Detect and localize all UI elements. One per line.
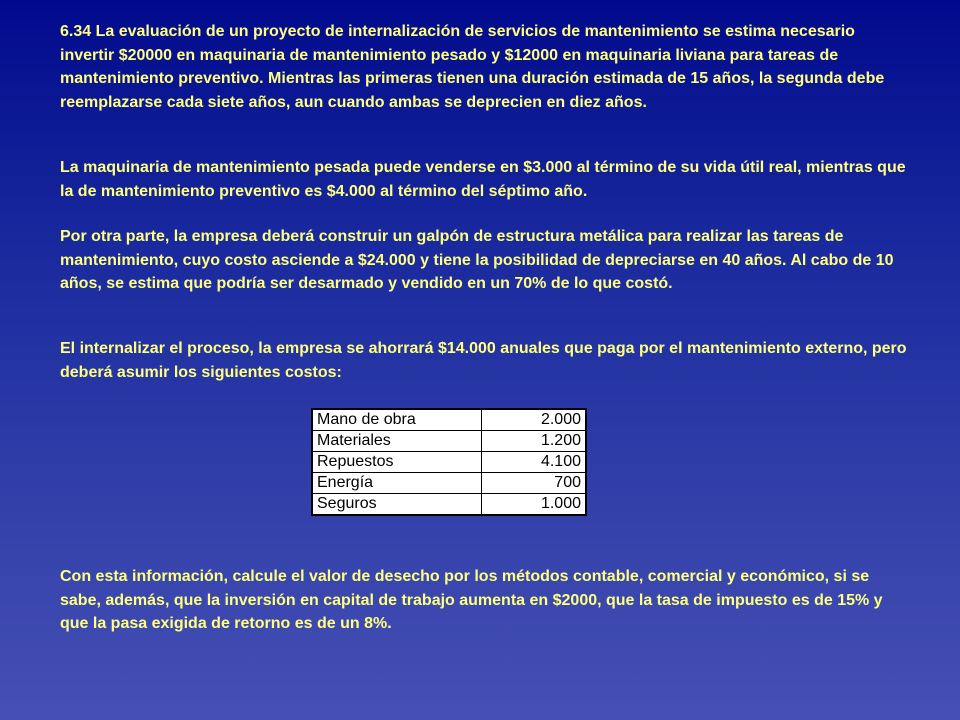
table-row bbox=[312, 494, 586, 516]
machinery-resale-paragraph: La maquinaria de mantenimiento pesada puede venderse en $3.000 al término de su vida útil real, mientras que la de mantenimiento preventivo es $4.000 al término del séptimo año. bbox=[60, 159, 906, 200]
table-row bbox=[312, 473, 586, 494]
cost-item-label: Seguros bbox=[312, 494, 482, 516]
savings-paragraph: El internalizar el proceso, la empresa se ahorrará $14.000 anuales que paga por el mantenimiento externo, pero deberá asumir los siguientes costos: bbox=[60, 340, 907, 381]
table-row bbox=[312, 452, 586, 473]
table-row bbox=[312, 409, 586, 431]
cost-item-label: Mano de obra bbox=[312, 409, 482, 431]
table-row bbox=[312, 431, 586, 452]
cost-table bbox=[311, 408, 587, 516]
cost-item-value: 4.100 bbox=[482, 452, 587, 473]
question-paragraph: Con esta información, calcule el valor de desecho por los métodos contable, comercial y económico, si se sabe, además, que la inversión en capital de trabajo aumenta en $2000, que la tasa de impuesto es de 15% y que la pasa exigida de retorno es de un 8%. bbox=[60, 568, 883, 632]
cost-item-label: Repuestos bbox=[312, 452, 482, 473]
cost-item-value: 700 bbox=[482, 473, 587, 494]
warehouse-paragraph: Por otra parte, la empresa deberá construir un galpón de estructura metálica para realizar las tareas de mantenimiento, cuyo costo asciende a $24.000 y tiene la posibilidad de depreciarse en 40 años. Al cabo de 10 años, se estima que podría ser desarmado y vendido en un 70% de lo que costó. bbox=[60, 228, 894, 292]
cost-item-value: 2.000 bbox=[482, 409, 587, 431]
cost-item-value: 1.200 bbox=[482, 431, 587, 452]
problem-statement-paragraph: 6.34 La evaluación de un proyecto de internalización de servicios de mantenimiento se estima necesario invertir $20000 en maquinaria de mantenimiento pesado y $12000 en maquinaria liviana para tareas de mantenimiento preventivo. Mientras las primeras tienen una duración estimada de 15 años, la segunda debe reemplazarse cada siete años, aun cuando ambas se deprecien en diez años. bbox=[60, 23, 885, 111]
cost-item-value: 1.000 bbox=[482, 494, 587, 516]
cost-item-label: Energía bbox=[312, 473, 482, 494]
cost-item-label: Materiales bbox=[312, 431, 482, 452]
